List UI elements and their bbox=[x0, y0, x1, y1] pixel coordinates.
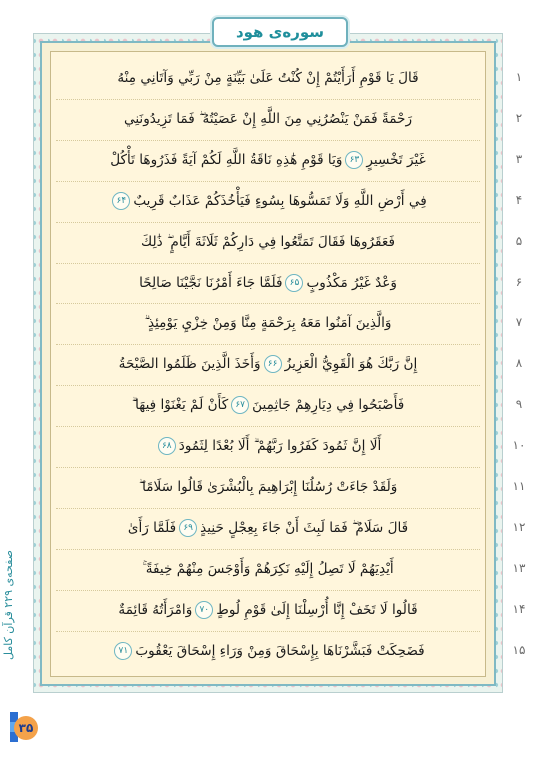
verse-line bbox=[56, 426, 480, 466]
line-rule bbox=[56, 181, 480, 182]
line-rule bbox=[56, 590, 480, 591]
verse-line bbox=[56, 467, 480, 507]
line-rule bbox=[56, 508, 480, 509]
line-rule bbox=[56, 344, 480, 345]
verse-text: قَالَ سَلَامٌ ۖ فَمَا لَبِثَ أَنْ جَاءَ بِعِجْلٍ حَنِيذٍ bbox=[200, 519, 409, 536]
line-number: ۱۲ bbox=[512, 519, 526, 534]
verse-line bbox=[56, 181, 480, 221]
verse-text: أَلَا إِنَّ ثَمُودَ كَفَرُوا رَبَّهُمْ ۗ أَلَا بُعْدًا لِثَمُودَ bbox=[178, 438, 382, 455]
verse-text: فَأَصْبَحُوا فِي دِيَارِهِمْ جَاثِمِينَ bbox=[252, 397, 405, 414]
verse-text: إِنَّ رَبَّكَ هُوَ الْقَوِيُّ الْعَزِيزُ bbox=[284, 356, 418, 373]
page-number-badge bbox=[10, 712, 40, 744]
verse-text: قَالُوا لَا تَخَفْ إِنَّا أُرْسِلْنَا إِلَىٰ قَوْمِ لُوطٍ bbox=[216, 601, 418, 618]
line-rule bbox=[56, 467, 480, 468]
line-rule bbox=[56, 426, 480, 427]
line-number: ۱۰ bbox=[512, 438, 526, 453]
ayah-number-marker: ۷۰ bbox=[195, 601, 213, 619]
verse-line bbox=[56, 631, 480, 671]
line-rule bbox=[56, 222, 480, 223]
ayah-number-marker: ۶۳ bbox=[345, 151, 363, 169]
verse-text: قَالَ يَا قَوْمِ أَرَأَيْتُمْ إِنْ كُنْتُ عَلَىٰ بَيِّنَةٍ مِنْ رَبِّي وَآتَانِي مِنْهُ bbox=[117, 70, 419, 86]
line-number: ۹ bbox=[515, 397, 523, 412]
verse-text: غَيْرَ تَخْسِيرٍ bbox=[366, 151, 426, 168]
verse-text: وَأَخَذَ الَّذِينَ ظَلَمُوا الصَّيْحَةُ bbox=[118, 356, 261, 373]
verse-text: فِي أَرْضِ اللَّهِ وَلَا تَمَسُّوهَا بِسُوءٍ فَيَأْخُذَكُمْ عَذَابٌ قَرِيبٌ bbox=[133, 192, 427, 209]
line-number: ۵ bbox=[515, 233, 523, 248]
verse-line bbox=[56, 140, 480, 180]
line-number: ۱۳ bbox=[512, 560, 526, 575]
line-number: ۱۴ bbox=[512, 601, 526, 616]
verse-line bbox=[56, 508, 480, 548]
page-number: ۳۵ bbox=[14, 716, 38, 740]
line-number: ۸ bbox=[515, 356, 523, 371]
line-number: ۱۱ bbox=[512, 479, 526, 493]
verse-line bbox=[56, 99, 480, 139]
verse-line bbox=[56, 344, 480, 384]
ayah-number-marker: ۶۴ bbox=[112, 192, 130, 210]
ayah-number-marker: ۶۶ bbox=[264, 355, 282, 373]
line-rule bbox=[56, 549, 480, 550]
verse-text: فَلَمَّا جَاءَ أَمْرُنَا نَجَّيْنَا صَالِحًا bbox=[139, 274, 283, 291]
line-number: ۶ bbox=[515, 274, 523, 289]
verse-line bbox=[56, 222, 480, 262]
verse-text: وَالَّذِينَ آمَنُوا مَعَهُ بِرَحْمَةٍ مِنَّا وَمِنْ خِزْيِ يَوْمِئِذٍ ۗ bbox=[144, 315, 392, 332]
ayah-number-marker: ۶۷ bbox=[231, 396, 249, 414]
verse-line bbox=[56, 590, 480, 630]
verse-line bbox=[56, 58, 480, 98]
verse-text: وَعْدٌ غَيْرُ مَكْذُوبٍ bbox=[306, 274, 397, 291]
verse-text: فَلَمَّا رَأَىٰ bbox=[127, 519, 177, 536]
verse-text: أَيْدِيَهُمْ لَا تَصِلُ إِلَيْهِ نَكِرَهُمْ وَأَوْجَسَ مِنْهُمْ خِيفَةً ۚ bbox=[142, 560, 394, 577]
line-rule bbox=[56, 631, 480, 632]
ayah-number-marker: ۶۵ bbox=[285, 274, 303, 292]
verse-text: فَعَقَرُوهَا فَقَالَ تَمَتَّعُوا فِي دَارِكُمْ ثَلَاثَةَ أَيَّامٍ ۖ ذَٰلِكَ bbox=[141, 233, 395, 250]
verse-line bbox=[56, 263, 480, 303]
verse-text: فَضَحِكَتْ فَبَشَّرْنَاهَا بِإِسْحَاقَ وَمِنْ وَرَاءِ إِسْحَاقَ يَعْقُوبَ bbox=[135, 642, 425, 659]
line-number: ۲ bbox=[515, 110, 523, 125]
page-reference-label: صفحه‌ی ۲۲۹ قرآن کامل bbox=[2, 549, 15, 661]
ayah-number-marker: ۷۱ bbox=[114, 642, 132, 660]
verse-text: وَامْرَأَتُهُ قَائِمَةٌ bbox=[118, 601, 193, 618]
verse-line bbox=[56, 303, 480, 343]
verse-line bbox=[56, 549, 480, 589]
line-rule bbox=[56, 263, 480, 264]
verse-line bbox=[56, 385, 480, 425]
line-rule bbox=[56, 385, 480, 386]
ayah-number-marker: ۶۹ bbox=[179, 519, 197, 537]
line-number: ۷ bbox=[515, 315, 523, 330]
verse-text: وَيَا قَوْمِ هَٰذِهِ نَاقَةُ اللَّهِ لَكُمْ آيَةً فَذَرُوهَا تَأْكُلْ bbox=[110, 151, 343, 168]
line-number: ۱۵ bbox=[512, 642, 526, 657]
verse-text: وَلَقَدْ جَاءَتْ رُسُلُنَا إِبْرَاهِيمَ بِالْبُشْرَىٰ قَالُوا سَلَامًا ۖ bbox=[138, 479, 398, 495]
verse-text: رَحْمَةً فَمَنْ يَنْصُرُنِي مِنَ اللَّهِ إِنْ عَصَيْتُهُ ۖ فَمَا تَزِيدُونَنِي bbox=[123, 110, 413, 127]
line-number: ۴ bbox=[515, 192, 523, 207]
line-rule bbox=[56, 303, 480, 304]
verse-text: كَأَنْ لَمْ يَغْنَوْا فِيهَا ۗ bbox=[131, 397, 229, 414]
line-number: ۱ bbox=[515, 70, 523, 84]
ayah-number-marker: ۶۸ bbox=[158, 437, 176, 455]
line-rule bbox=[56, 140, 480, 141]
verse-lines bbox=[56, 58, 480, 672]
line-rule bbox=[56, 99, 480, 100]
line-number: ۳ bbox=[515, 151, 523, 166]
surah-title: سوره‌ی هود bbox=[212, 17, 348, 47]
